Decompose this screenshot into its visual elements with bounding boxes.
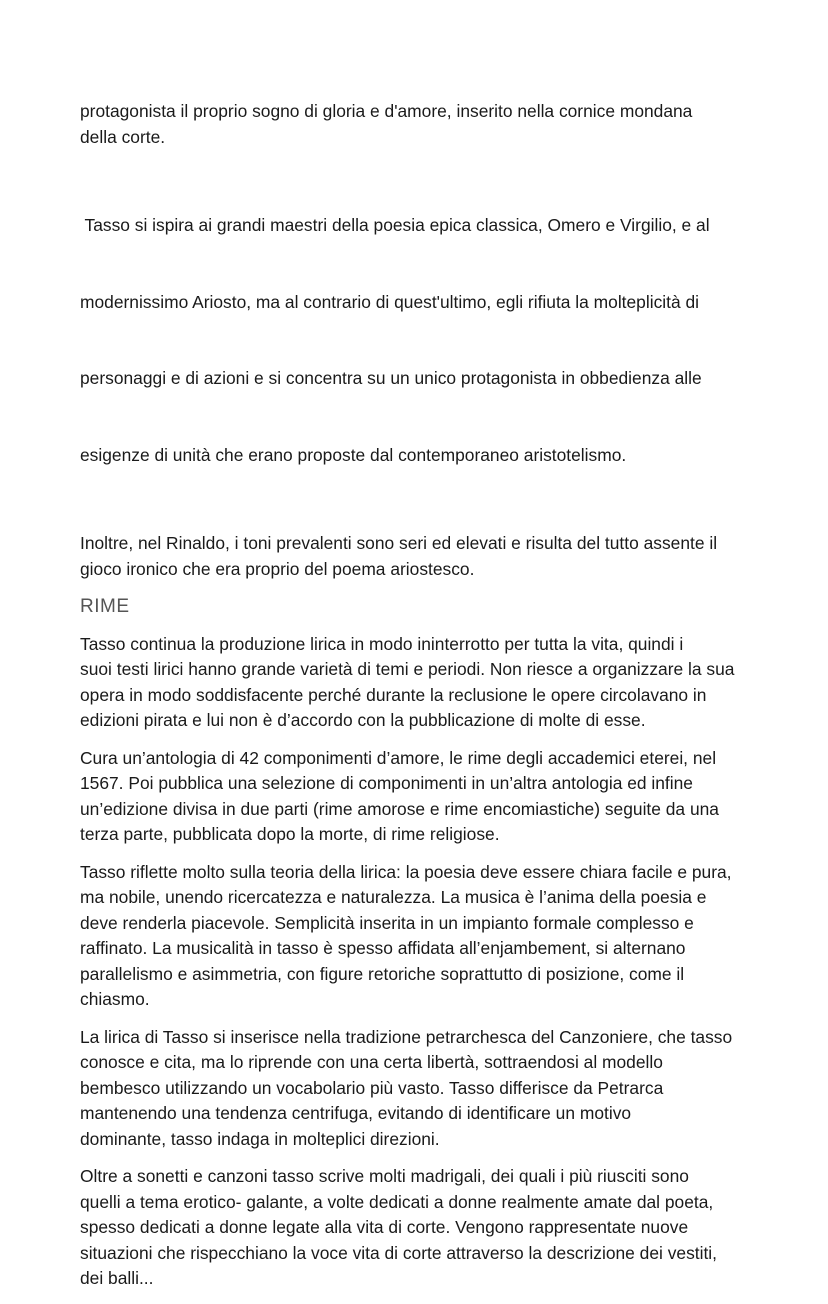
- text-line: terza parte, pubblicata dopo la morte, di rime religiose.: [80, 824, 500, 844]
- text-line: modernissimo Ariosto, ma al contrario di quest'ultimo, egli rifiuta la molteplicità di: [80, 291, 700, 312]
- paragraph-petrarca: [80, 1025, 752, 1153]
- paragraph-teoria: [80, 860, 752, 1013]
- document-page: [80, 99, 752, 1304]
- text-line: Inoltre, nel Rinaldo, i toni prevalenti sono seri ed elevati e risulta del tutto assente il: [80, 533, 718, 553]
- text-line: Tasso riflette molto sulla teoria della lirica: la poesia deve essere chiara facile e pura,: [80, 861, 732, 882]
- text-line: raffinato. La musicalità in tasso è spesso affidata all’enjambement, si alternano: [80, 938, 686, 958]
- text-line: esigenze di unità che erano proposte dal contemporaneo aristotelismo.: [80, 444, 627, 465]
- paragraph-antologia: [80, 746, 752, 848]
- text-line: personaggi e di azioni e si concentra su un unico protagonista in obbedienza alle: [80, 368, 702, 388]
- text-line: parallelismo e asimmetria, con figure retoriche soprattutto di posizione, come il: [80, 963, 685, 984]
- text-line: un’edizione divisa in due parti (rime amorose e rime encomiastiche) seguite da una: [80, 798, 719, 819]
- text-line: protagonista il proprio sogno di gloria e d'amore, inserito nella cornice mondana: [80, 101, 693, 121]
- text-line: della corte.: [80, 126, 166, 147]
- text-line: Oltre a sonetti e canzoni tasso scrive molti madrigali, dei quali i più riusciti sono: [80, 1166, 689, 1186]
- paragraph-tasso-maestri: [80, 162, 752, 519]
- text-line: 1567. Poi pubblica una selezione di componimenti in un’altra antologia ed infine: [80, 773, 693, 793]
- text-line: Cura un’antologia di 42 componimenti d’amore, le rime degli accademici eterei, nel: [80, 747, 717, 768]
- text-line: edizioni pirata e lui non è d’accordo con la pubblicazione di molte di esse.: [80, 710, 646, 730]
- text-line: spesso dedicati a donne legate alla vita di corte. Vengono rappresentate nuove: [80, 1217, 689, 1237]
- paragraph-rinaldo: [80, 531, 752, 582]
- text-line: ma nobile, unendo ricercatezza e naturalezza. La musica è l’anima della poesia e: [80, 887, 707, 907]
- text-line: situazioni che rispecchiano la voce vita di corte attraverso la descrizione dei vestiti,: [80, 1242, 718, 1263]
- text-line: deve renderla piacevole. Semplicità inserita in un impianto formale complesso e: [80, 912, 694, 933]
- text-line: suoi testi lirici hanno grande varietà di temi e periodi. Non riesce a organizzare la sua: [80, 659, 735, 679]
- text-line: La lirica di Tasso si inserisce nella tradizione petrarchesca del Canzoniere, che tasso: [80, 1026, 733, 1047]
- text-line: quelli a tema erotico- galante, a volte dedicati a donne realmente amate dal poeta,: [80, 1191, 714, 1212]
- section-heading-rime: RIME: [80, 596, 130, 617]
- text-line: opera in modo soddisfacente perché durante la reclusione le opere circolavano in: [80, 684, 707, 705]
- paragraph-produzione: [80, 632, 752, 734]
- text-line: gioco ironico che era proprio del poema ariostesco.: [80, 558, 475, 579]
- text-line: conosce e cita, ma lo riprende con una certa libertà, sottraendosi al modello: [80, 1052, 663, 1072]
- text-line: dei balli...: [80, 1268, 154, 1288]
- text-line: bembesco utilizzando un vocabolario più vasto. Tasso differisce da Petrarca: [80, 1077, 664, 1098]
- text-line: chiasmo.: [80, 989, 150, 1009]
- paragraph-intro: [80, 99, 752, 150]
- text-line: Tasso si ispira ai grandi maestri della poesia epica classica, Omero e Virgilio, e al: [80, 215, 710, 235]
- text-line: mantenendo una tendenza centrifuga, evitando di identificare un motivo: [80, 1103, 632, 1123]
- text-line: dominante, tasso indaga in molteplici direzioni.: [80, 1128, 440, 1149]
- text-line: Tasso continua la produzione lirica in modo ininterrotto per tutta la vita, quindi i: [80, 633, 684, 654]
- paragraph-madrigali: [80, 1164, 752, 1292]
